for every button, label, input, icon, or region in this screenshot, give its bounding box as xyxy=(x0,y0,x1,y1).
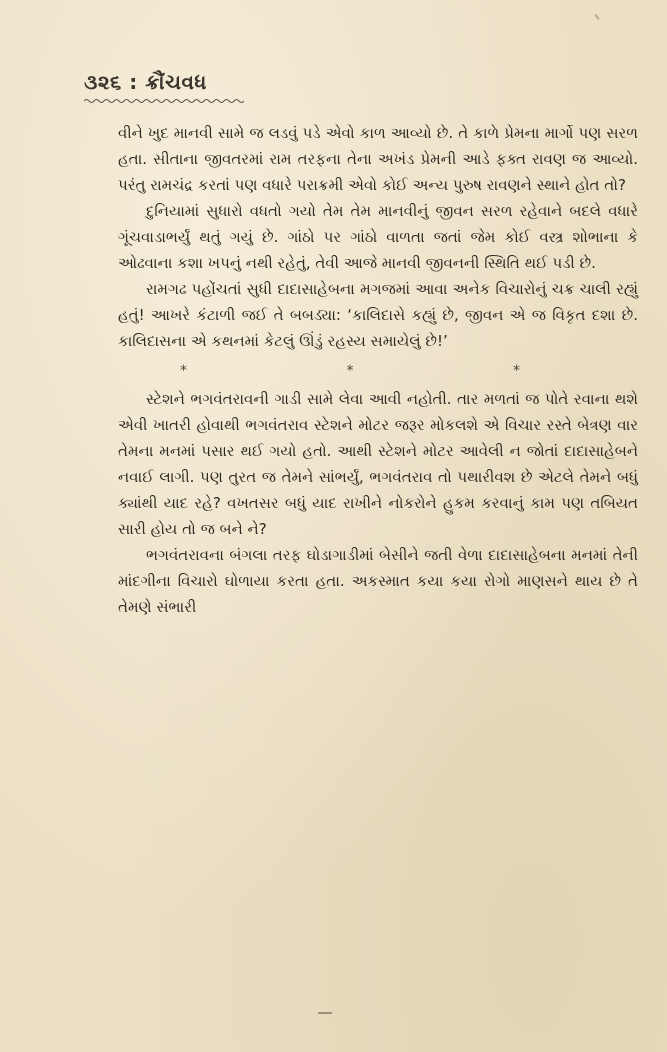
header-separator: : xyxy=(129,70,138,94)
chapter-title: ક્રૌંચવધ xyxy=(145,70,207,94)
page-number: ૩૨૬ xyxy=(84,70,122,94)
section-separator xyxy=(180,358,520,382)
paragraph-4: સ્ટેશને ભગવંતરાવની ગાડી સામે લેવા આવી નહોતી. તાર મળતાં જ પોતે રવાના થશે એવી ખાતરી હોવાથી ભગવંતરાવ સ્ટેશને મોટર જરૂર મોકલશે એ વિચાર રસ્તે બેત્રણ વાર તેમના મનમાં પસાર થઈ ગયો હતો. આથી સ્ટેશને મોટર આવેલી ન જોતાં દાદાસાહેબને નવાઈ લાગી. પણ તુરત જ તેમને સાંભર્યું, ભગવંતરાવ તો પથારીવશ છે એટલે તેમને બધું ક્યાંથી યાદ રહે? વખતસર બધું યાદ રાખીને નોકરોને હુકમ કરવાનું કામ પણ તબિયત સારી હોય તો જ બને ને? xyxy=(118,390,638,538)
paragraph-2: દુનિયામાં સુધારો વધતો ગયો તેમ તેમ માનવીનું જીવન સરળ રહેવાને બદલે વધારે ગૂંચવાડાભર્યું થતું ગયું છે. ગાંઠો પર ગાંઠો વાળતા જતાં જેમ કોઈ વસ્ત્ર શોભાના કે ઓઢવાના કશા ખપનું નથી રહેતું, તેવી આજે માનવી જીવનની સ્થિતિ થઈ પડી છે. xyxy=(118,202,638,272)
paragraph-1: વીને ખુદ માનવી સામે જ લડવું પડે એવો કાળ આવ્યો છે. તે કાળે પ્રેમના માર્ગો પણ સરળ હતા. સીતાના જીવતરમાં રામ તરફના તેના અખંડ પ્રેમની આડે ફક્ત રાવણ જ આવ્યો. પરંતુ રામચંદ્ર કરતાં પણ વધારે પરાક્રમી એવો કોઈ અન્ય પુરુષ રાવણને સ્થાને હોત તો? xyxy=(118,124,638,194)
paper-speck xyxy=(594,14,599,20)
separator-star: * xyxy=(346,363,354,379)
paragraph-5: ભગવંતરાવના બંગલા તરફ ઘોડાગાડીમાં બેસીને જતી વેળા દાદાસાહેબના મનમાં તેની માંદગીના વિચારો ઘોળાયા કરતા હતા. અકસ્માત કયા કયા રોગો માણસને થાય છે તે તેમણે સંભારી xyxy=(118,546,638,616)
separator-star: * xyxy=(180,363,187,379)
separator-star: * xyxy=(513,363,520,379)
paragraph-3: રામગઢ પહોંચતાં સુધી દાદાસાહેબના મગજમાં આવા અનેક વિચારોનું ચક્ર ચાલી રહ્યું હતું! આખરે કંટાળી જઈ તે બબડ્યા: ‘કાલિદાસે કહ્યું છે, જીવન એ જ વિકૃત દશા છે. કાલિદાસના એ કથનમાં કેટલું ઊંડું રહસ્ય સમાયેલું છે!’ xyxy=(118,280,638,350)
footer-mark xyxy=(318,1012,332,1014)
body-text xyxy=(118,120,638,620)
page-header xyxy=(84,70,207,94)
header-wavy-rule xyxy=(84,98,244,104)
